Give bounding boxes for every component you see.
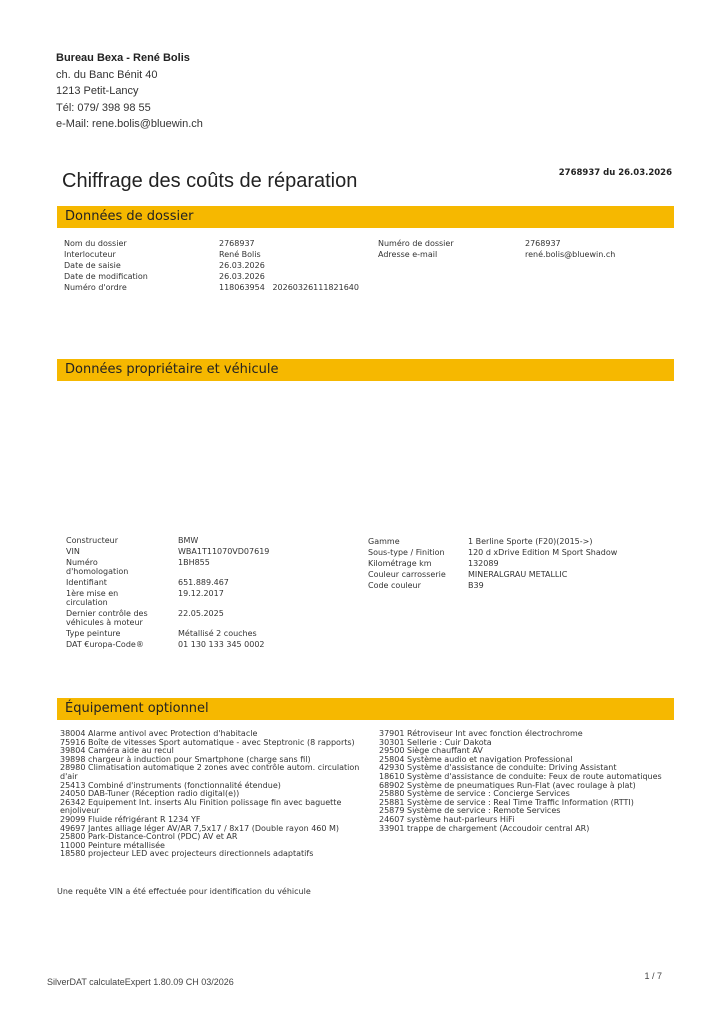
sender-phone: Tél: 079/ 398 98 55: [56, 101, 151, 114]
vehicle-row: Constructeur BMW: [66, 536, 199, 545]
equipment-item: 25413 Combiné d'instruments (fonctionnalité étendue): [60, 780, 281, 790]
equipment-item: 25800 Park-Distance-Control (PDC) AV et AR: [60, 832, 238, 842]
dossier-row: Date de modification 26.03.2026: [64, 272, 265, 281]
footer-software: SilverDAT calculateExpert 1.80.09 CH 03/2026: [47, 977, 234, 987]
equipment-item: 39804 Caméra aide au recul: [60, 746, 174, 756]
equipment-item: 25880 Système de service : Concierge Services: [379, 789, 570, 799]
vin-request-note: Une requête VIN a été effectuée pour identification du véhicule: [57, 887, 311, 896]
vehicle-row: Dernier contrôle des véhicules à moteur 22.05.2025: [66, 609, 224, 627]
vehicle-row: 1ère mise en circulation 19.12.2017: [66, 589, 224, 607]
sender-address: [56, 50, 203, 133]
dossier-row: Date de saisie 26.03.2026: [64, 261, 265, 270]
equipment-item: 25804 Système audio et navigation Professional: [379, 754, 573, 764]
equipment-item: 37901 Rétroviseur Int avec fonction électrochrome: [379, 729, 583, 738]
vehicle-right-table: [368, 536, 617, 591]
equipment-item: 24050 DAB-Tuner (Réception radio digital(e)): [60, 789, 240, 799]
vehicle-left-table: [66, 536, 269, 651]
vehicle-row: Numéro d'homologation 1BH855: [66, 558, 210, 576]
sender-street: ch. du Banc Bénit 40: [56, 68, 158, 81]
equipment-item: 24607 système haut-parleurs HiFi: [379, 814, 515, 824]
dossier-row: Nom du dossier 2768937: [64, 239, 255, 248]
vehicle-row: Type peinture Métallisé 2 couches: [66, 629, 257, 638]
dossier-left-table: [64, 238, 359, 293]
equipment-item: 39898 chargeur à induction pour Smartphone (charge sans fil): [60, 754, 311, 764]
equipment-item: 33901 trappe de chargement (Accoudoir central AR): [379, 823, 590, 833]
equipment-item: 28980 Climatisation automatique 2 zones avec contrôle autom. circulation d'air: [60, 763, 360, 781]
equipment-item: 11000 Peinture métallisée: [60, 840, 165, 850]
page-number: 1 / 7: [644, 971, 662, 981]
document-title: Chiffrage des coûts de réparation: [62, 170, 358, 192]
equipment-list-left: [60, 730, 370, 859]
equipment-item: 30301 Sellerie : Cuir Dakota: [379, 737, 492, 747]
equipment-item: 18580 projecteur LED avec projecteurs directionnels adaptatifs: [60, 849, 314, 859]
equipment-item: 29099 Fluide réfrigérant R 1234 YF: [60, 814, 201, 824]
document-reference: 2768937 du 26.03.2026: [558, 168, 672, 178]
sender-city: 1213 Petit-Lancy: [56, 85, 139, 97]
vehicle-row: Couleur carrosserie MINERALGRAU METALLIC: [368, 570, 568, 579]
dossier-row: Numéro d'ordre 118063954 20260326111821640: [64, 283, 359, 292]
section-header-dossier: [57, 206, 674, 228]
vehicle-row: Gamme 1 Berline Sporte (F20)(2015->): [368, 537, 593, 546]
equipment-item: 29500 Siège chauffant AV: [379, 746, 483, 756]
sender-email: e-Mail: rene.bolis@bluewin.ch: [56, 118, 203, 130]
equipment-item: 49697 Jantes alliage léger AV/AR 7,5x17 / 8x17 (Double rayon 460 M): [60, 823, 340, 833]
vehicle-row: Kilométrage km 132089: [368, 559, 499, 568]
equipment-item: 18610 Système d'assistance de conduite: Feux de route automatiques: [379, 771, 662, 781]
vehicle-row: VIN WBA1T11070VD07619: [66, 547, 270, 556]
vehicle-row: Sous-type / Finition 120 d xDrive Edition M Sport Shadow: [368, 548, 618, 557]
section-title-equipment: Équipement optionnel: [65, 701, 209, 716]
equipment-item: 25881 Système de service : Real Time Traffic Information (RTTI): [379, 797, 634, 807]
equipment-item: 68902 Système de pneumatiques Run-Flat (avec roulage à plat): [379, 780, 636, 790]
dossier-right-table: [378, 238, 615, 260]
dossier-row: Numéro de dossier 2768937: [378, 239, 561, 248]
section-title-vehicle: Données propriétaire et véhicule: [65, 362, 279, 377]
equipment-item: 26342 Equipement Int. inserts Alu Finition polissage fin avec baguette enjoliveur: [60, 797, 342, 816]
equipment-item: 75916 Boîte de vitesses Sport automatique - avec Steptronic (8 rapports): [60, 737, 355, 747]
vehicle-row: Identifiant 651.889.467: [66, 578, 229, 587]
equipment-item: 38004 Alarme antivol avec Protection d'habitacle: [60, 729, 258, 738]
equipment-item: 25879 Système de service : Remote Services: [379, 806, 561, 816]
vehicle-row: DAT €uropa-Code® 01 130 133 345 0002: [66, 640, 265, 649]
sender-name: Bureau Bexa - René Bolis: [56, 52, 190, 64]
section-header-vehicle: [57, 359, 674, 381]
equipment-item: 42930 Système d'assistance de conduite: Driving Assistant: [379, 763, 617, 773]
dossier-row: Adresse e-mail rené.bolis@bluewin.ch: [378, 250, 616, 259]
dossier-row: Interlocuteur René Bolis: [64, 250, 261, 259]
section-header-equipment: [57, 698, 674, 720]
equipment-list-right: [379, 730, 679, 833]
section-title-dossier: Données de dossier: [65, 209, 194, 224]
vehicle-row: Code couleur B39: [368, 581, 484, 590]
